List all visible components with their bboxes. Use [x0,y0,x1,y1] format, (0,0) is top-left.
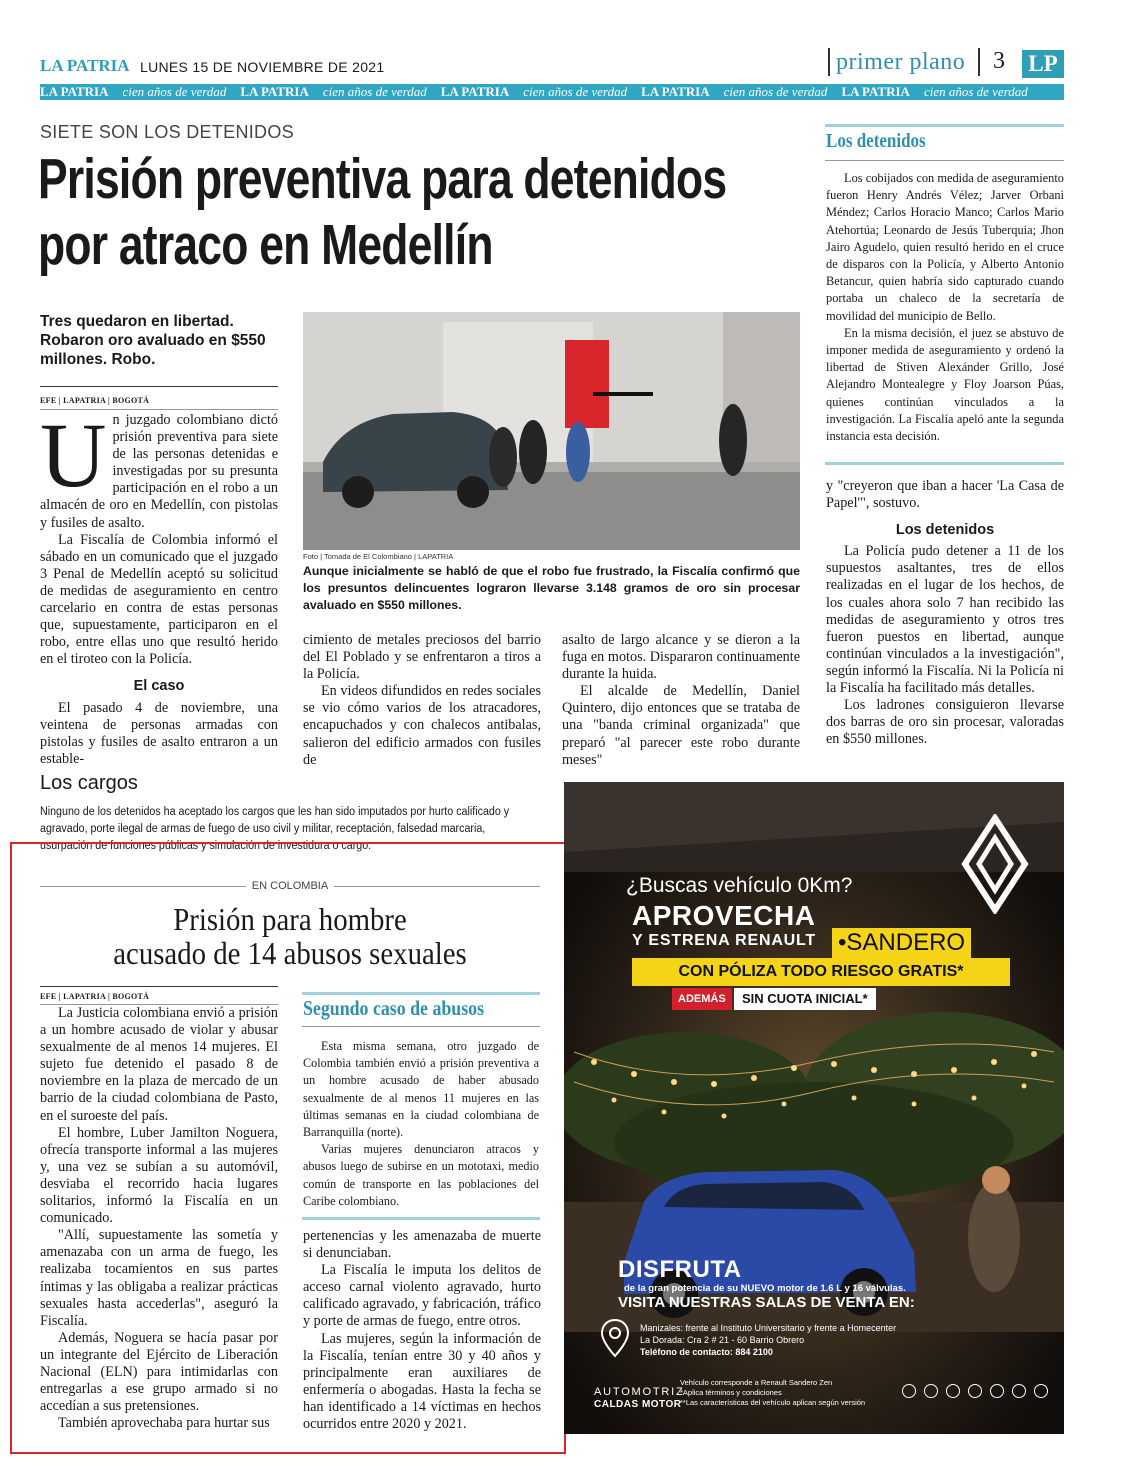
ad-sin-cuota: SIN CUOTA INICIAL* [734,988,876,1010]
renault-ad[interactable] [564,782,1064,1434]
abuse-box-body: Esta misma semana, otro juzgado de Colombia también envió a prisión preventiva a un hombre acusado de haber abusado sexualmente de al menos 11 mujeres en las últimas semanas en la ciudad colombiana de Barranquilla (norte). Varias mujeres denunciaron atracos y abusos luego de subirse en un mototaxi, medio común de transporte en las poblaciones del Caribe colombiano. [303,1039,539,1208]
abuse-box-title: Segundo caso de abusos [303,996,485,1020]
main-headline: Prisión preventiva para detenidos por atraco en Medellín [38,147,727,277]
ad-ademas: ADEMÁS [672,988,732,1010]
sidebar-body: Los cobijados con medida de aseguramiento fueron Henry Andrés Vélez; Jarver Orbani Méndez; Carlos Horacio Manco; Carlos Mario Atehortúa; Leonardo de Jesús Tuberquia; Jhon Jairo Agudelo, quien resultó herido en el cruce de disparos con la Policía, y Alberto Antonio Betancur, quien habría sido capturado cuando portaba un chaleco de la secretaría de movilidad del municipio de Bello. En la misma decisión, el juez se abstuvo de imponer medida de aseguramiento y ordenó la libertad de Stiven Alexánder Grillo, José Alejandro Montealegre y Floy Joarson Púas, quienes continúan vinculados a la investigación. La Fiscalía apeló ante la segunda instancia esta decisión. [826,171,1064,444]
badge-icon [968,1384,982,1398]
main-col1: U n juzgado colombiano dictó prisión preventiva para siete de las personas detenidas e investigadas por su presunta participación en el robo a un almacén de oro en Medellín, con pistolas y fusiles de asalto. La Fiscalía de Colombia informó el sábado en un comunicado que el juzgado 3 Penal de Medellín aceptó su solicitud de medidas de aseguramiento en centro carcelario en contra de estas personas que, supuestamente, participaron en el robo, entre ellas uno que resultó herido en el tiroteo con la Policía. El caso El pasado 4 de noviembre, una veintena de personas armadas con pistolas y fusiles de asalto entraron a un estable- [40,404,278,767]
ad-addresses: Manizales: frente al Instituto Universitario y frente a Homecenter La Dorada: Cra 2 # 21 - 60 Barrio Obrero Teléfono de contacto: 884 2100 [640,1323,897,1357]
section-divider [828,48,830,76]
ad-yellow-band: CON PÓLIZA TODO RIESGO GRATIS* [632,958,1010,986]
abuse-box-top-rule [302,992,540,995]
ad-dealer-1: AUTOMOTRIZ [594,1386,685,1398]
badge-icon [990,1384,1004,1398]
badge-icon [924,1384,938,1398]
second-col1: La Justicia colombiana envió a prisión a un hombre acusado de violar y abusar sexualmente de al menos 14 mujeres. El sujeto fue detenido el pasado 8 de noviembre en la plaza de mercado de un barrio de la ciudad colombiana de Pasto, en el suroeste del país. El hombre, Luber Jamilton Noguera, ofrecía transporte informal a las mujeres y, una vez se subían a su automóvil, desviaba el recorrido hacia lugares solitarios, informó la Fiscalía en un comunicado. "Allí, supuestamente las sometía y amenazaba con un arma de fuego, les realizaba tocamientos en sus partes íntimas y las obligaba a realizar prácticas sexuales hasta accederlas", aseguró la Fiscalía. Además, Noguera se hacía pasar por un integrante del Ejército de Liberación Nacional (ELN) para intimidarlas con entregarlas a ese grupo armado si no accedían a sus pretensiones. También aprovechaba para hurtar sus [40,1005,278,1432]
badge-icon [1034,1384,1048,1398]
renault-logo-icon [959,814,1031,914]
page-number: 3 [993,48,1005,74]
edition-date: LUNES 15 DE NOVIEMBRE DE 2021 [140,59,385,75]
summary-rule [40,386,278,387]
abuse-box-title-rule [302,1026,540,1027]
main-col3: asalto de largo alcance y se dieron a la fuga en motos. Dispararon continuamente durante la huida. El alcalde de Medellín, Daniel Quintero, dijo entonces que se trataba de una "banda criminal organizada" que preparó "al parecer este robo durante meses" [562,632,800,768]
ad-badge-row [902,1384,1048,1398]
sidebar-bottom-rule [825,462,1064,465]
ad-question: ¿Buscas vehículo 0Km? [626,874,853,897]
second-credit-rule-top [40,986,278,987]
main-col2: cimiento de metales preciosos del barrio del El Poblado y se enfrentaron a tiros a la Policía. En videos difundidos en redes sociales se vio cómo varios de los atracadores, encapuchados y con chalecos antibalas, salieron del edificio armados con fusiles de [303,632,541,768]
ad-disfruta: DISFRUTA [618,1256,742,1283]
robbery-scene-image [303,312,800,550]
section-label: primer plano [836,49,966,75]
ad-visita: VISITA NUESTRAS SALAS DE VENTA EN: [618,1294,915,1311]
photo-caption: Aunque inicialmente se habló de que el robo fue frustrado, la Fiscalía confirmó que los presuntos delincuentes lograron llevarse 3.148 gramos de oro sin procesar avaluado en $550 millones. [303,564,800,612]
second-credit: EFE | LAPATRIA | BOGOTÁ [40,992,150,1001]
main-photo [303,312,800,550]
subhead-el-caso: El caso [133,678,185,695]
drop-cap: U [40,404,107,506]
second-col2: pertenencias y les amenazaba de muerte si denunciaban. La Fiscalía le imputa los delitos de acceso carnal violento agravado, hurto calificado agravado, y fabricación, tráfico y porte de armas de fuego, entre otros. Las mujeres, según la información de la Fiscalía, tenían entre 30 y 40 años y principalmente eran auxiliares de enfermería o abogadas. Hasta la fecha se han identificado a 14 víctimas en hechos ocurridos entre 2020 y 2021. [303,1228,541,1433]
main-kicker: SIETE SON LOS DETENIDOS [40,122,294,142]
sidebar-title: Los detenidos [826,130,926,152]
ad-sub1: Y ESTRENA RENAULT [632,932,816,949]
main-col4: y "creyeron que iban a hacer 'La Casa de Papel'", sostuvo. Los detenidos La Policía pudo detener a 11 de los supuestos asaltantes, tres de ellos realizadas en el lugar de los hechos, de los cuales ahora solo 7 han recibido las medidas de aseguramiento y otros tres fueron puestos en libertad, aunque continúan vinculados a la investigación", según informó la Fiscalía. Ni la Policía ni la Fiscalía ha facilitado más detalles. Los ladrones consiguieron llevarse dos barras de oro sin procesar, valoradas en $550 millones. [826,478,1064,748]
sidebar-title-rule [825,160,1064,161]
slogan-strip: LA PATRIA cien años de verdad LA PATRIA cien años de verdad LA PATRIA cien años de verdad LA PATRIA cien años de verdad LA PATRIA cien años de verdad [40,84,1064,100]
photo-credit: Foto | Tomada de El Colombiano | LAPATRIA [303,552,454,561]
second-kicker: EN COLOMBIA [40,880,540,892]
masthead-brand: LA PATRIA [40,56,130,75]
badge-icon [902,1384,916,1398]
main-credit: EFE | LAPATRIA | BOGOTÁ [40,396,150,405]
second-headline: Prisión para hombre acusado de 14 abusos sexuales [113,901,467,971]
abuse-box-bottom-rule [302,1217,540,1220]
badge-icon [946,1384,960,1398]
main-summary: Tres quedaron en libertad. Robaron oro avaluado en $550 millones. Robo. [40,313,266,368]
location-pin-icon [600,1318,630,1358]
subhead-los-detenidos: Los detenidos [895,522,995,539]
ad-disfruta-sub: de la gran potencia de su NUEVO motor de 1.6 L y 16 válvulas. [624,1283,906,1294]
sidebar-top-rule [825,124,1064,127]
ad-dealer-2: CALDAS MOTOR [594,1399,682,1410]
ad-headline: APROVECHA [632,900,816,931]
cargos-text: Ninguno de los detenidos ha aceptado los cargos que les han sido imputados por hurto calificado y agravado, porte ilegal de armas de fuego de uso civil y militar, receptación, falsedad marcaria, usurpación de funciones públicas y simulación de investidura o cargo. [40,806,510,852]
section-divider-2 [978,48,980,76]
ad-fine-print: Vehículo corresponde a Renault Sandero Zen *Aplica términos y condiciones **Las características del vehículo aplican según versión [680,1378,866,1407]
cargos-title: Los cargos [40,772,138,794]
badge-icon [1012,1384,1026,1398]
ad-model: •SANDERO [832,928,971,958]
lp-logo: LP [1022,50,1064,78]
